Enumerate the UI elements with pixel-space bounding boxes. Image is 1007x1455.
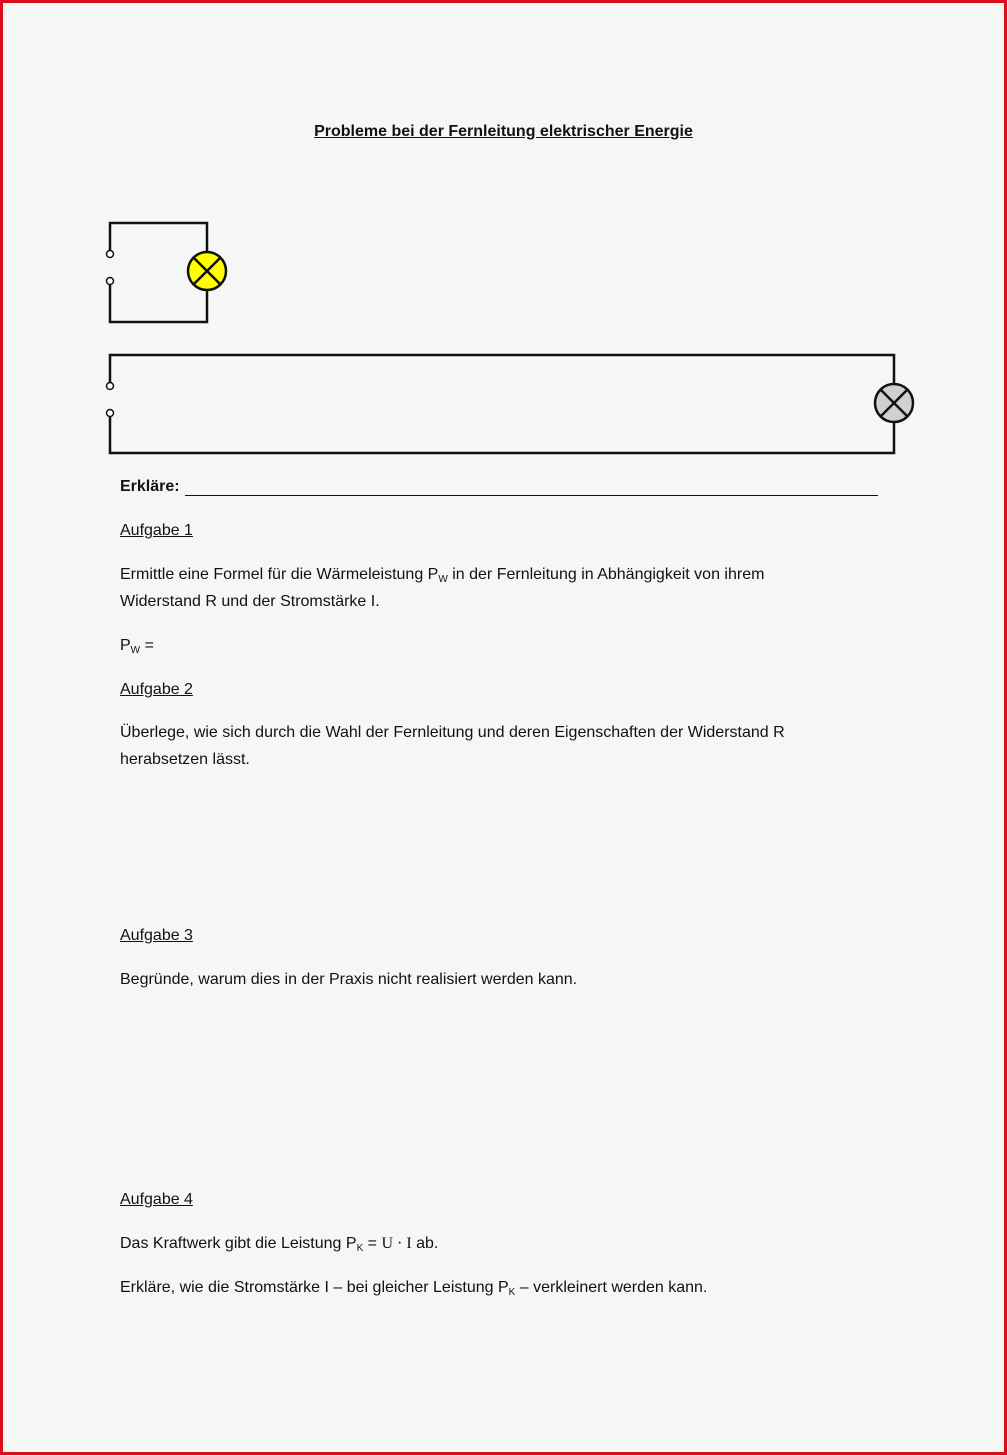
task-1-text-b: in der Fernleitung in Abhängigkeit von ihrem [447,566,765,583]
task-4-heading: Aufgabe 4 [120,1191,193,1208]
short-circuit-upper-wire [110,223,207,252]
lamp-yellow-icon [188,252,226,290]
explain-label: Erkläre: [120,478,180,495]
short-circuit-lower-wire [110,285,207,322]
lamp-grey-icon [875,384,913,422]
task-4-line-1-subscript: K [356,1243,364,1254]
terminal-upper-long [107,383,114,390]
long-line-upper-wire [110,355,894,384]
task-4-line-2-b: – verkleinert werden kann. [515,1279,708,1296]
task-3-heading: Aufgabe 3 [120,927,193,944]
task-4-line-1-equals: = [363,1235,382,1252]
short-circuit-diagram [107,223,227,322]
terminal-upper-short [107,251,114,258]
task-4-line-2-subscript: K [508,1287,516,1298]
long-line-diagram [107,355,914,453]
page-title: Probleme bei der Fernleitung elektrischer Energie [314,123,693,140]
task-1-text-line-1 [120,561,764,588]
task-2-text-line-2: herabsetzen lässt. [120,751,250,768]
formula-symbol: P [120,637,131,654]
task-4-line-1-formula: U · I [381,1235,412,1252]
task-1-text-line-2: Widerstand R und der Stromstärke I. [120,593,380,610]
task-2-heading: Aufgabe 2 [120,681,193,698]
formula-equals: = [140,637,154,654]
task-1-text-a: Ermittle eine Formel für die Wärmeleistung P [120,566,439,583]
task-4-text-line-2 [120,1274,707,1301]
task-4-line-1-a: Das Kraftwerk gibt die Leistung P [120,1235,357,1252]
task-4-line-1-b: ab. [411,1235,439,1252]
task-2-text-line-1: Überlege, wie sich durch die Wahl der Fernleitung und deren Eigenschaften der Widerstand R [120,724,785,741]
task-1-subscript: W [438,574,448,585]
task-1-formula [120,632,154,659]
long-line-lower-wire [110,417,894,453]
task-4-text-line-1 [120,1230,438,1257]
answer-line [185,495,878,496]
circuit-diagrams [0,0,1007,470]
formula-subscript: W [130,645,141,656]
task-3-text-line-1: Begründe, warum dies in der Praxis nicht realisiert werden kann. [120,971,578,988]
task-1-heading: Aufgabe 1 [120,522,193,539]
terminal-lower-long [107,410,114,417]
task-4-line-2-a: Erkläre, wie die Stromstärke I – bei gleicher Leistung P [120,1279,509,1296]
terminal-lower-short [107,278,114,285]
